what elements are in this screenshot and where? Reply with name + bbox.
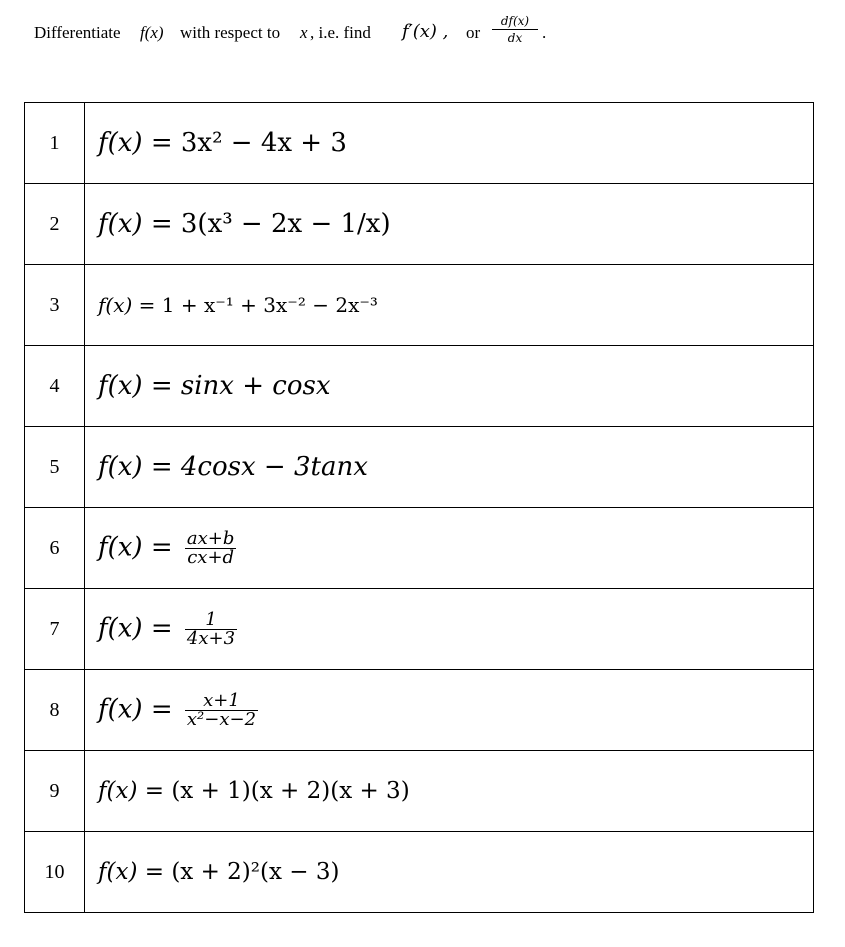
problem-number: 6	[25, 508, 85, 589]
instruction-or: or	[466, 23, 481, 42]
problem-expression	[85, 589, 814, 670]
expression-lhs: f(x) =	[98, 452, 181, 482]
expression-lhs: f(x) =	[98, 209, 181, 239]
expression-rhs: (x + 1)(x + 2)(x + 3)	[171, 778, 410, 804]
expression-fraction	[185, 689, 258, 730]
table-row	[25, 508, 814, 589]
instruction-ie: , i.e. find	[310, 23, 371, 42]
table-row	[25, 427, 814, 508]
problem-expression	[85, 184, 814, 265]
instruction-fprime: f′(x) ,	[402, 21, 449, 42]
derivative-denominator: dx	[507, 31, 523, 45]
expression-rhs: (x + 2)²(x − 3)	[171, 859, 340, 885]
table-row	[25, 670, 814, 751]
problem-number: 9	[25, 751, 85, 832]
fraction-denominator: x²−x−2	[186, 708, 257, 730]
fraction-numerator: ax+b	[186, 527, 235, 549]
table-row	[25, 346, 814, 427]
problem-expression	[85, 265, 814, 346]
expression-lhs: f(x) =	[98, 128, 181, 158]
problem-number: 1	[25, 103, 85, 184]
problem-number: 2	[25, 184, 85, 265]
problem-expression	[85, 670, 814, 751]
problem-number: 5	[25, 427, 85, 508]
problem-number: 4	[25, 346, 85, 427]
expression-lhs: f(x) =	[98, 694, 181, 724]
table-row	[25, 832, 814, 913]
fraction-numerator: x+1	[203, 689, 240, 711]
table-row	[25, 589, 814, 670]
expression-lhs: f(x) =	[98, 613, 181, 643]
problems-table	[24, 102, 814, 913]
expression-lhs: f(x) =	[98, 371, 181, 401]
problem-number: 8	[25, 670, 85, 751]
instruction-x: x	[300, 23, 308, 42]
instruction-header	[34, 14, 834, 60]
expression-rhs: sinx + cosx	[180, 371, 331, 401]
instruction-derivative-fraction	[492, 14, 538, 45]
problem-expression	[85, 346, 814, 427]
problem-expression	[85, 832, 814, 913]
expression-lhs: f(x) =	[98, 859, 172, 885]
expression-rhs: 4cosx − 3tanx	[180, 452, 368, 482]
instruction-fx: f(x)	[140, 23, 164, 42]
expression-lhs: f(x) =	[98, 532, 181, 562]
table-row	[25, 184, 814, 265]
problem-expression	[85, 103, 814, 184]
problem-number: 10	[25, 832, 85, 913]
expression-lhs: f(x) =	[98, 778, 172, 804]
table-row	[25, 265, 814, 346]
table-row	[25, 751, 814, 832]
fraction-numerator: 1	[205, 608, 217, 630]
problem-expression	[85, 751, 814, 832]
derivative-numerator: df(x)	[500, 14, 530, 28]
expression-fraction	[185, 608, 237, 649]
expression-rhs: 3x² − 4x + 3	[180, 128, 347, 158]
instruction-prefix: Differentiate	[34, 23, 121, 42]
expression-lhs: f(x) =	[98, 293, 162, 317]
expression-rhs: 3(x³ − 2x − 1/x)	[180, 209, 391, 239]
instruction-with-respect: with respect to	[180, 23, 281, 42]
fraction-bar	[492, 29, 538, 30]
problem-expression	[85, 427, 814, 508]
fraction-denominator: cx+d	[185, 548, 237, 567]
problem-expression	[85, 508, 814, 589]
problem-number: 7	[25, 589, 85, 670]
expression-fraction	[185, 527, 237, 568]
problem-number: 3	[25, 265, 85, 346]
fraction-denominator: 4x+3	[186, 627, 236, 649]
expression-rhs: 1 + x⁻¹ + 3x⁻² − 2x⁻³	[161, 293, 378, 317]
instruction-period: .	[542, 23, 547, 42]
table-row	[25, 103, 814, 184]
